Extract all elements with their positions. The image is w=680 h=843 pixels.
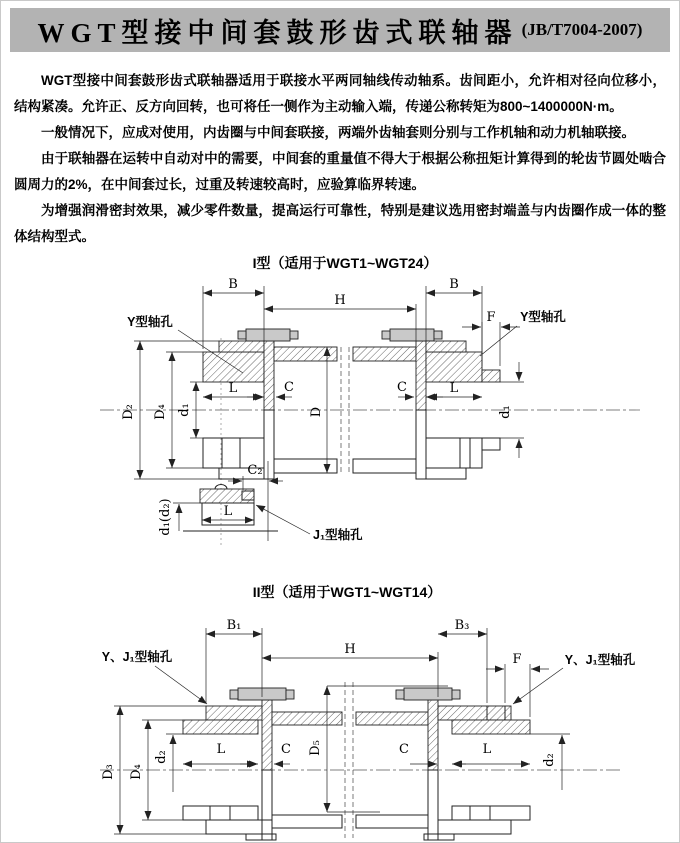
- leader-right: [513, 668, 563, 704]
- diagram-type-II: [0, 578, 680, 843]
- paragraph-1: WGT型接中间套鼓形齿式联轴器适用于联接水平两同轴线传动轴系。齿间距小，允许相对径向位移小，结构紧凑。允许正、反方向回转，也可将任一侧作为主动输入端，传递公称转矩为800~1400000N·m。: [14, 73, 666, 114]
- dim-L-left: L: [228, 381, 238, 396]
- dim-C-right: C: [397, 380, 407, 395]
- mid-sleeve-left: [272, 712, 342, 725]
- right-gear-cap: [426, 341, 466, 352]
- dim-d2-right: d₂: [542, 753, 557, 767]
- dim-D: D: [309, 406, 324, 418]
- dim-D4: D₄: [129, 764, 144, 780]
- mid-sleeve-left: [274, 347, 337, 361]
- dim-d1d2: d₁(d₂): [158, 498, 173, 536]
- paragraph-3: 由于联轴器在运转中自动对中的需要，中间套的重量值不得大于根据公称扭矩计算得到的轮齿节圆处啮合圆周力的2%，在中间套过长，过重及转速较高时，应验算临界转速。: [14, 151, 666, 192]
- bore-label-left: Y、J₁型轴孔: [101, 650, 173, 664]
- left-gear-cap: [219, 341, 264, 352]
- dim-L-right: L: [482, 742, 492, 757]
- dim-C-left: C: [281, 742, 291, 757]
- left-bolt-head: [230, 690, 238, 699]
- dim-F: F: [486, 310, 496, 325]
- title-banner: [10, 8, 670, 52]
- mid-sleeve-right: [353, 347, 416, 361]
- leader-left: [155, 666, 207, 704]
- right-gear-cap: [438, 706, 511, 720]
- right-bolt-head: [382, 331, 390, 339]
- bore-label-left: Y型轴孔: [127, 315, 173, 329]
- right-flange-wall: [416, 341, 426, 410]
- bore-label-detail: J₁型轴孔: [313, 528, 363, 542]
- dim-B-left: B: [228, 277, 238, 292]
- coupling-section-upper: [203, 329, 500, 410]
- dim-L-right: L: [449, 381, 459, 396]
- diagram1-title: I型（适用于WGT1~WGT24）: [252, 255, 438, 271]
- page-title: WGT型接中间套鼓形齿式联轴器: [37, 17, 518, 48]
- dim-F: F: [512, 652, 522, 667]
- diagram2-title: II型（适用于WGT1~WGT14）: [252, 584, 442, 600]
- left-flange-wall: [264, 341, 274, 410]
- dim-L-detail: L: [223, 504, 233, 519]
- right-bolt: [390, 329, 434, 341]
- dim-D2: D₂: [121, 404, 136, 420]
- dim-C-right: C: [399, 742, 409, 757]
- right-bolt-nut: [452, 690, 460, 699]
- paragraph-4: 为增强润滑密封效果，减少零件数量，提高运行可靠性，特别是建议选用密封端盖与内齿圈作成一体的整体结构型式。: [14, 203, 666, 244]
- right-hub: [452, 720, 530, 734]
- right-bolt-head: [396, 690, 404, 699]
- dim-D5: D₅: [308, 740, 323, 756]
- standard-number: (JB/T7004-2007): [521, 20, 643, 39]
- mid-sleeve-right: [356, 712, 428, 725]
- dim-D4: D₄: [153, 404, 168, 420]
- dim-B3: B₃: [454, 618, 470, 633]
- right-bore-boss-upper: [482, 370, 500, 382]
- coupling-outline-lower: [183, 770, 530, 840]
- bore-label-right: Y型轴孔: [520, 310, 566, 324]
- dim-C2: C₂: [247, 463, 263, 478]
- dim-L-left: L: [216, 742, 226, 757]
- left-bolt-nut: [290, 331, 298, 339]
- coupling-section-upper: [183, 688, 530, 770]
- right-flange-wall: [428, 700, 438, 770]
- intro-text: [14, 68, 666, 250]
- dim-C-left: C: [284, 380, 294, 395]
- left-bolt-head: [238, 331, 246, 339]
- bore-label-right: Y、J₁型轴孔: [564, 653, 636, 667]
- dim-D3: D₃: [101, 764, 116, 780]
- dim-H: H: [334, 293, 346, 308]
- right-bolt: [404, 688, 452, 700]
- dim-B-right: B: [449, 277, 459, 292]
- dim-d1-left: d₁: [177, 403, 192, 417]
- dim-d1-right: d₁: [498, 405, 513, 419]
- dim-H: H: [344, 642, 356, 657]
- dim-d2-left: d₂: [154, 750, 169, 764]
- left-bolt: [246, 329, 290, 341]
- paragraph-2: 一般情况下，应成对使用，内齿圈与中间套联接，两端外齿轴套则分别与工作机轴和动力机轴联接。: [41, 125, 635, 140]
- left-bolt-nut: [286, 690, 294, 699]
- left-flange-wall: [262, 700, 272, 770]
- diagram-type-I: [0, 248, 680, 578]
- dim-B1: B₁: [226, 618, 242, 633]
- right-bolt-nut: [434, 331, 442, 339]
- leader-right: [480, 326, 517, 356]
- right-hub: [426, 352, 482, 382]
- left-hub: [183, 720, 258, 734]
